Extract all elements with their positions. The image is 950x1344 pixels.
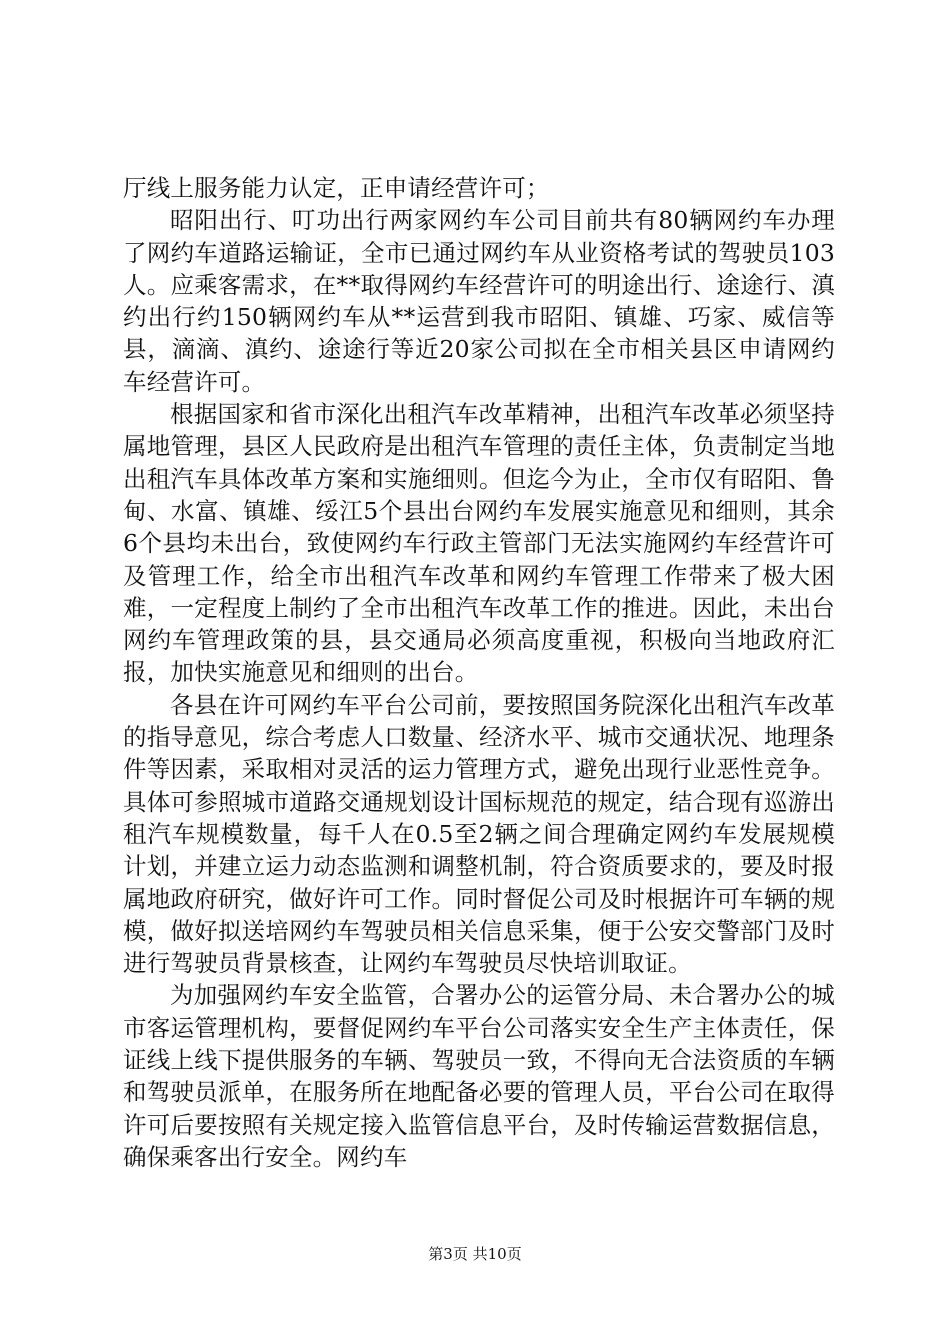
paragraph-county-licensing: 各县在许可网约车平台公司前，要按照国务院深化出租汽车改革的指导意见，综合考虑人口数量、经济水平、城市交通状况、地理条件等因素，采取相对灵活的运力管理方式，避免出现行业恶性竞争。具体可参照城市道路交通规划设计国标规范的规定，结合现有巡游出租汽车规模数量，每千人在0.5至2辆之间合理确定网约车发展规模计划，并建立运力动态监测和调整机制，符合资质要求的，要及时报属地政府研究，做好许可工作。同时督促公司及时根据许可车辆的规模，做好拟送培网约车驾驶员相关信息采集，便于公安交警部门及时进行驾驶员背景核查，让网约车驾驶员尽快培训取证。 [123, 690, 835, 978]
paragraph-safety-supervision: 为加强网约车安全监管，合署办公的运管分局、未合署办公的城市客运管理机构，要督促网约车平台公司落实安全生产主体责任，保证线上线下提供服务的车辆、驾驶员一致，不得向无合法资质的车辆和驾驶员派单，在服务所在地配备必要的管理人员，平台公司在取得许可后要按照有关规定接入监管信息平台，及时传输运营数据信息，确保乘客出行安全。网约车 [123, 981, 835, 1171]
document-body [123, 172, 835, 1173]
paragraph-ride-hailing-status: 昭阳出行、叮功出行两家网约车公司目前共有80辆网约车办理了网约车道路运输证，全市已通过网约车从业资格考试的驾驶员103人。应乘客需求，在**取得网约车经营许可的明途出行、途途行、滇约出行约150辆网约车从**运营到我市昭阳、镇雄、巧家、威信等县，滴滴、滇约、途途行等近20家公司拟在全市相关县区申请网约车经营许可。 [123, 206, 835, 396]
paragraph-continued: 厅线上服务能力认定，正申请经营许可； [123, 174, 550, 202]
paragraph-reform-policy: 根据国家和省市深化出租汽车改革精神，出租汽车改革必须坚持属地管理，县区人民政府是出租汽车管理的责任主体，负责制定当地出租汽车具体改革方案和实施细则。但迄今为止，全市仅有昭阳、鲁甸、水富、镇雄、绥江5个县出台网约车发展实施意见和细则，其余6个县均未出台，致使网约车行政主管部门无法实施网约车经营许可及管理工作，给全市出租汽车改革和网约车管理工作带来了极大困难，一定程度上制约了全市出租汽车改革工作的推进。因此，未出台网约车管理政策的县，县交通局必须高度重视，积极向当地政府汇报，加快实施意见和细则的出台。 [123, 400, 835, 687]
page-number-footer: 第3页 共10页 [428, 1245, 522, 1263]
